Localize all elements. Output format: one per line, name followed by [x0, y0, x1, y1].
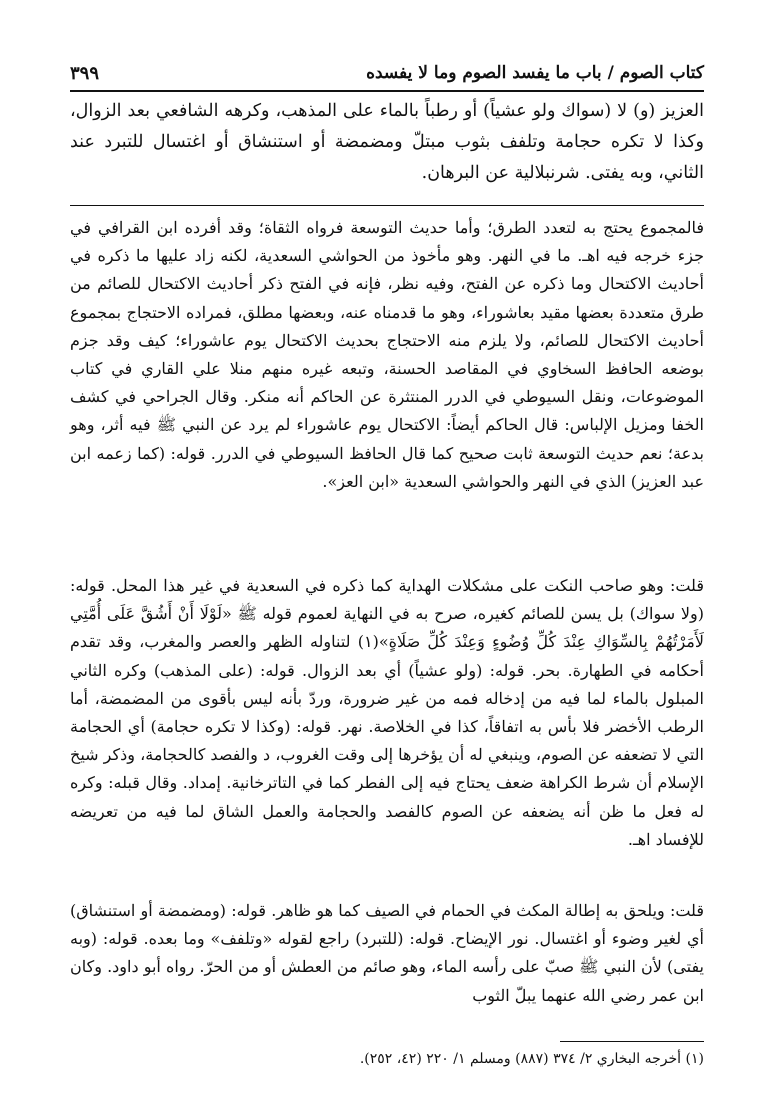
footnote-rule [560, 1041, 704, 1042]
main-commentary-divider [70, 205, 704, 206]
header-rule [70, 90, 704, 92]
commentary-paragraph-3: قلت: ويلحق به إطالة المكث في الحمام في الصيف كما هو ظاهر. قوله: (ومضمضة أو استنشاق) أي لغير وضوء أو اغتسال. نور الإيضاح. قوله: (للتبرد) راجع لقوله «وتلفف» وما بعده. قوله: (وبه يفتى) لأن النبي ﷺ صبّ على رأسه الماء، وهو صائم من العطش أو من الحرّ. رواه أبو داود. وكان ابن عمر رضي الله عنهما يبلّ الثوب [70, 901, 705, 1005]
commentary-paragraph-1: فالمجموع يحتج به لتعدد الطرق؛ وأما حديث التوسعة فرواه الثقاة؛ وقد أفرده ابن القرافي في جزء خرجه فيه اهـ. ما في النهر. وهو مأخوذ من الحواشي السعدية، لكنه زاد عليها ما ذكره في أحاديث الاكتحال وما ذكره عن الفتح، وفيه نظر، فإنه في الفتح ذكر أحاديث الاكتحال للصائم من طرق متعددة بعضها مقيد بعاشوراء، وهو ما قدمناه عنه، وبعضها مطلق، فمراده الاحتجاج بمجموع أحاديث الاكتحال للصائم، ولا يلزم منه الاحتجاج بحديث الاكتحال يوم عاشوراء؛ كيف وقد جزم بوضعه الحافظ السخاوي في المقاصد الحسنة، وتبعه غيره منهم منلا علي القاري في كتاب الموضوعات، ونقل السيوطي في الدرر المنتثرة عن الحاكم أنه منكر. وقال الجراحي في كشف الخفا ومزيل الإلباس: قال الحاكم أيضاً: الاكتحال يوم عاشوراء لم يرد عن النبي ﷺ فيه أثر، وهو بدعة؛ نعم حديث التوسعة ثابت صحيح كما قال الحافظ السيوطي في الدرر. قوله: (كما زعمه ابن عبد العزيز) الذي في النهر والحواشي السعدية «ابن العز». [70, 218, 705, 491]
main-paragraph: العزيز (و) لا (سواك ولو عشياً) أو رطباً بالماء على المذهب، وكرهه الشافعي بعد الزوال، وكذا لا تكره حجامة وتلفف بثوب مبتلّ ومضمضة أو استنشاق أو اغتسال للتبرد عند الثاني، وبه يفتى. شرنبلالية عن البرهان. [70, 101, 704, 183]
footnote: (١) أخرجه البخاري ٢/ ٣٧٤ (٨٨٧) ومسلم ١/ ٢٢٠ (٤٢، ٢٥٢). [359, 1051, 704, 1067]
commentary-paragraph-2: قلت: وهو صاحب النكت على مشكلات الهداية كما ذكره في السعدية في غير هذا المحل. قوله: (ولا سواك) بل يسن للصائم كغيره، صرح به في النهاية لعموم قوله ﷺ «لَوْلَا أَنْ أَشُقَّ عَلَى أُمَّتِي لَأَمَرْتُهُمْ بِالسِّوَاكِ عِنْدَ كُلِّ وُضُوءٍ وَعِنْدَ كُلِّ صَلَاةٍ»(١) لتناوله الظهر والعصر والمغرب، وقد تقدم أحكامه في الطهارة. بحر. قوله: (ولو عشياً) أي بعد الزوال. قوله: (على المذهب) وكره الثاني المبلول بالماء لما فيه من إدخاله فمه من غير ضرورة، وردّ بأنه ليس بأقوى من المضمضة، أما الرطب الأخضر فلا بأس به اتفاقاً، كذا في الخلاصة. نهر. قوله: (وكذا لا تكره حجامة) أي الحجامة التي لا تضعفه عن الصوم، وينبغي له أن يؤخرها إلى وقت الغروب، د والفصد كالحجامة، وذكر شيخ الإسلام أن شرط الكراهة ضعف يحتاج فيه إلى الفطر كما في التاترخانية. إمداد. وقال قبله: وكره له فعل ما ظن أنه يضعفه عن الصوم كالفصد والحجامة والعمل الشاق لما فيه من تعريضه للإفساد اهـ. [70, 576, 705, 849]
chapter-title: كتاب الصوم / باب ما يفسد الصوم وما لا يفسده [366, 63, 704, 83]
commentary-block-2 [70, 572, 704, 854]
running-header [70, 58, 704, 88]
commentary-block-1 [70, 214, 704, 496]
page-number: ٣٩٩ [70, 62, 100, 84]
main-text [70, 96, 704, 189]
commentary-block-3 [70, 897, 704, 1010]
